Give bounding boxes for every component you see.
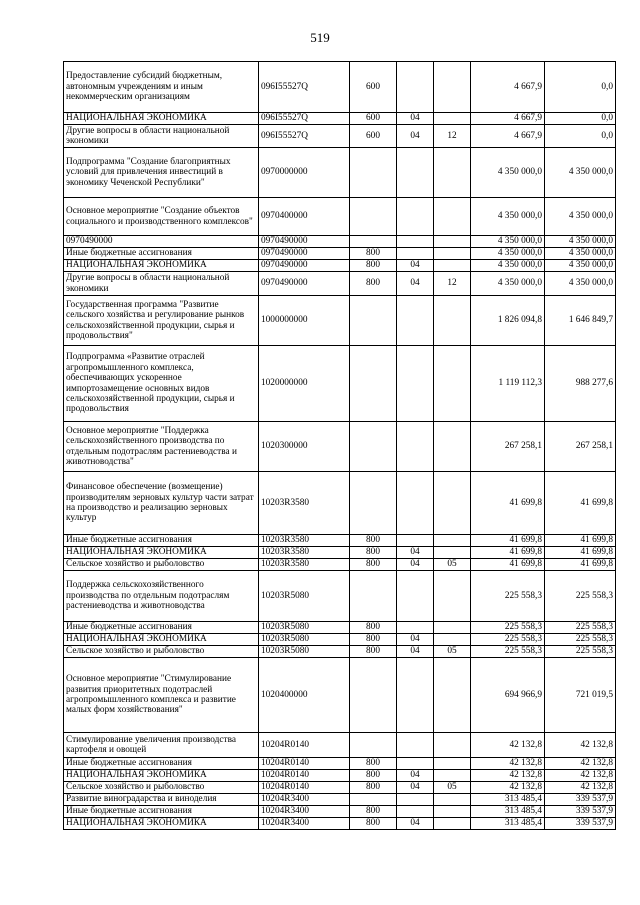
row-subsection-cell: 05 (434, 646, 471, 658)
row-name-cell: Иные бюджетные ассигнования (64, 622, 259, 634)
row-name-cell: Иные бюджетные ассигнования (64, 248, 259, 260)
row-name-cell: НАЦИОНАЛЬНАЯ ЭКОНОМИКА (64, 818, 259, 830)
row-amount-year2-cell: 0,0 (545, 113, 616, 125)
row-expense-type-cell: 800 (350, 272, 397, 296)
row-subsection-cell (434, 806, 471, 818)
row-expense-type-cell (350, 472, 397, 535)
row-amount-year1-cell: 225 558,3 (471, 646, 545, 658)
row-code-cell: 0970490000 (259, 272, 350, 296)
row-amount-year2-cell: 721 019,5 (545, 658, 616, 733)
row-amount-year1-cell: 4 667,9 (471, 125, 545, 148)
row-section-cell: 04 (397, 547, 434, 559)
table-row (64, 148, 616, 198)
row-name-cell: НАЦИОНАЛЬНАЯ ЭКОНОМИКА (64, 770, 259, 782)
row-expense-type-cell: 800 (350, 782, 397, 794)
row-code-cell: 0970400000 (259, 198, 350, 236)
page-number: 519 (310, 30, 330, 45)
row-amount-year2-cell: 42 132,8 (545, 733, 616, 758)
row-amount-year1-cell: 42 132,8 (471, 770, 545, 782)
row-amount-year2-cell: 0,0 (545, 62, 616, 113)
row-amount-year1-cell: 313 485,4 (471, 818, 545, 830)
row-subsection-cell (434, 62, 471, 113)
row-amount-year1-cell: 41 699,8 (471, 472, 545, 535)
row-amount-year2-cell: 4 350 000,0 (545, 198, 616, 236)
row-name-cell: НАЦИОНАЛЬНАЯ ЭКОНОМИКА (64, 547, 259, 559)
row-code-cell: 10203R5080 (259, 634, 350, 646)
table-row (64, 272, 616, 296)
row-amount-year1-cell: 4 350 000,0 (471, 148, 545, 198)
row-amount-year1-cell: 694 966,9 (471, 658, 545, 733)
row-expense-type-cell: 600 (350, 62, 397, 113)
table-row (64, 113, 616, 125)
row-section-cell (397, 422, 434, 472)
row-code-cell: 10204R0140 (259, 733, 350, 758)
row-amount-year2-cell: 225 558,3 (545, 646, 616, 658)
table-row (64, 758, 616, 770)
row-expense-type-cell: 800 (350, 818, 397, 830)
row-section-cell (397, 658, 434, 733)
row-section-cell (397, 806, 434, 818)
row-section-cell: 04 (397, 634, 434, 646)
row-section-cell: 04 (397, 818, 434, 830)
row-amount-year2-cell: 41 699,8 (545, 559, 616, 571)
row-section-cell (397, 571, 434, 622)
row-amount-year1-cell: 41 699,8 (471, 535, 545, 547)
row-code-cell: 096I55527Q (259, 113, 350, 125)
row-subsection-cell (434, 770, 471, 782)
row-expense-type-cell (350, 571, 397, 622)
row-amount-year2-cell: 42 132,8 (545, 770, 616, 782)
table-row (64, 782, 616, 794)
row-section-cell (397, 236, 434, 248)
row-expense-type-cell: 600 (350, 113, 397, 125)
table-row (64, 472, 616, 535)
row-amount-year1-cell: 42 132,8 (471, 733, 545, 758)
row-amount-year2-cell: 1 646 849,7 (545, 296, 616, 346)
row-code-cell: 096I55527Q (259, 62, 350, 113)
row-section-cell: 04 (397, 113, 434, 125)
table-row (64, 733, 616, 758)
row-expense-type-cell: 600 (350, 125, 397, 148)
row-section-cell (397, 148, 434, 198)
row-expense-type-cell (350, 794, 397, 806)
row-section-cell: 04 (397, 272, 434, 296)
row-code-cell: 10203R3580 (259, 559, 350, 571)
row-name-cell: Подпрограмма «Развитие отраслей агропромышленного комплекса, обеспечивающих ускоренное импортозамещение основных видов сельскохозяйственной продукции, сырья и продовольствия (64, 346, 259, 422)
row-name-cell: 0970490000 (64, 236, 259, 248)
table-row (64, 571, 616, 622)
row-subsection-cell (434, 236, 471, 248)
table-row (64, 198, 616, 236)
row-amount-year1-cell: 225 558,3 (471, 622, 545, 634)
row-subsection-cell (434, 346, 471, 422)
row-amount-year2-cell: 988 277,6 (545, 346, 616, 422)
row-expense-type-cell (350, 236, 397, 248)
row-amount-year1-cell: 41 699,8 (471, 547, 545, 559)
row-amount-year2-cell: 267 258,1 (545, 422, 616, 472)
row-code-cell: 10204R0140 (259, 770, 350, 782)
row-expense-type-cell: 800 (350, 646, 397, 658)
row-expense-type-cell: 800 (350, 559, 397, 571)
budget-table-body (64, 62, 616, 830)
row-subsection-cell (434, 535, 471, 547)
row-section-cell: 04 (397, 770, 434, 782)
row-expense-type-cell (350, 733, 397, 758)
row-expense-type-cell: 800 (350, 248, 397, 260)
row-code-cell: 10203R5080 (259, 622, 350, 634)
table-row (64, 806, 616, 818)
row-amount-year1-cell: 4 667,9 (471, 113, 545, 125)
row-expense-type-cell (350, 422, 397, 472)
table-row (64, 622, 616, 634)
table-row (64, 658, 616, 733)
row-code-cell: 10204R3400 (259, 794, 350, 806)
table-row (64, 547, 616, 559)
row-expense-type-cell: 800 (350, 547, 397, 559)
table-row (64, 794, 616, 806)
row-subsection-cell (434, 113, 471, 125)
row-amount-year2-cell: 4 350 000,0 (545, 236, 616, 248)
row-name-cell: Сельское хозяйство и рыболовство (64, 782, 259, 794)
row-subsection-cell: 05 (434, 559, 471, 571)
row-amount-year2-cell: 4 350 000,0 (545, 272, 616, 296)
row-section-cell (397, 62, 434, 113)
row-subsection-cell (434, 634, 471, 646)
row-section-cell: 04 (397, 646, 434, 658)
row-amount-year2-cell: 339 537,9 (545, 806, 616, 818)
row-name-cell: Основное мероприятие "Стимулирование развития приоритетных подотраслей агропромышленного комплекса и развитие малых форм хозяйствования" (64, 658, 259, 733)
row-section-cell (397, 794, 434, 806)
row-name-cell: Подпрограмма "Создание благоприятных условий для привлечения инвестиций в экономику Чеченской Республики" (64, 148, 259, 198)
row-code-cell: 096I55527Q (259, 125, 350, 148)
row-amount-year2-cell: 41 699,8 (545, 535, 616, 547)
row-name-cell: НАЦИОНАЛЬНАЯ ЭКОНОМИКА (64, 260, 259, 272)
row-subsection-cell (434, 758, 471, 770)
row-amount-year2-cell: 42 132,8 (545, 782, 616, 794)
row-amount-year1-cell: 42 132,8 (471, 782, 545, 794)
row-name-cell: Финансовое обеспечение (возмещение) производителям зерновых культур части затрат на производство и реализацию зерновых культур (64, 472, 259, 535)
row-code-cell: 10203R5080 (259, 646, 350, 658)
table-row (64, 62, 616, 113)
row-section-cell: 04 (397, 260, 434, 272)
row-subsection-cell (434, 422, 471, 472)
row-code-cell: 0970490000 (259, 260, 350, 272)
row-amount-year1-cell: 1 119 112,3 (471, 346, 545, 422)
row-amount-year2-cell: 339 537,9 (545, 818, 616, 830)
row-expense-type-cell: 800 (350, 758, 397, 770)
row-code-cell: 1000000000 (259, 296, 350, 346)
row-expense-type-cell: 800 (350, 622, 397, 634)
row-expense-type-cell: 800 (350, 806, 397, 818)
row-expense-type-cell: 800 (350, 260, 397, 272)
table-row (64, 296, 616, 346)
row-name-cell: Другие вопросы в области национальной экономики (64, 272, 259, 296)
row-code-cell: 10204R3400 (259, 806, 350, 818)
row-section-cell (397, 758, 434, 770)
row-amount-year2-cell: 225 558,3 (545, 622, 616, 634)
row-subsection-cell: 05 (434, 782, 471, 794)
row-code-cell: 1020300000 (259, 422, 350, 472)
row-amount-year2-cell: 4 350 000,0 (545, 248, 616, 260)
row-subsection-cell (434, 472, 471, 535)
row-amount-year1-cell: 313 485,4 (471, 794, 545, 806)
row-code-cell: 10203R3580 (259, 472, 350, 535)
row-name-cell: Государственная программа "Развитие сельского хозяйства и регулирование рынков сельскохозяйственной продукции, сырья и продовольствия" (64, 296, 259, 346)
row-section-cell (397, 733, 434, 758)
row-subsection-cell (434, 818, 471, 830)
row-subsection-cell (434, 658, 471, 733)
row-name-cell: Сельское хозяйство и рыболовство (64, 559, 259, 571)
row-name-cell: Предоставление субсидий бюджетным, автономным учреждениям и иным некоммерческим организациям (64, 62, 259, 113)
row-subsection-cell (434, 198, 471, 236)
row-code-cell: 10203R3580 (259, 547, 350, 559)
row-amount-year1-cell: 41 699,8 (471, 559, 545, 571)
row-amount-year1-cell: 225 558,3 (471, 634, 545, 646)
row-code-cell: 10203R3580 (259, 535, 350, 547)
row-amount-year2-cell: 4 350 000,0 (545, 148, 616, 198)
row-amount-year1-cell: 42 132,8 (471, 758, 545, 770)
table-row (64, 236, 616, 248)
budget-table (63, 61, 616, 830)
row-name-cell: Другие вопросы в области национальной экономики (64, 125, 259, 148)
row-code-cell: 1020000000 (259, 346, 350, 422)
row-section-cell: 04 (397, 559, 434, 571)
table-row (64, 125, 616, 148)
row-expense-type-cell (350, 198, 397, 236)
row-subsection-cell (434, 296, 471, 346)
table-row (64, 535, 616, 547)
row-code-cell: 10204R3400 (259, 818, 350, 830)
row-amount-year1-cell: 267 258,1 (471, 422, 545, 472)
row-amount-year2-cell: 225 558,3 (545, 634, 616, 646)
row-amount-year1-cell: 225 558,3 (471, 571, 545, 622)
row-code-cell: 10204R0140 (259, 782, 350, 794)
row-name-cell: Иные бюджетные ассигнования (64, 806, 259, 818)
row-section-cell (397, 622, 434, 634)
row-name-cell: Иные бюджетные ассигнования (64, 535, 259, 547)
row-subsection-cell (434, 733, 471, 758)
row-section-cell: 04 (397, 125, 434, 148)
row-amount-year2-cell: 41 699,8 (545, 472, 616, 535)
row-code-cell: 10204R0140 (259, 758, 350, 770)
row-subsection-cell (434, 794, 471, 806)
row-code-cell: 0970490000 (259, 236, 350, 248)
row-section-cell (397, 535, 434, 547)
table-row (64, 770, 616, 782)
row-name-cell: НАЦИОНАЛЬНАЯ ЭКОНОМИКА (64, 113, 259, 125)
row-expense-type-cell (350, 148, 397, 198)
table-row (64, 248, 616, 260)
row-name-cell: Иные бюджетные ассигнования (64, 758, 259, 770)
row-amount-year1-cell: 4 350 000,0 (471, 248, 545, 260)
row-amount-year1-cell: 4 350 000,0 (471, 272, 545, 296)
row-amount-year2-cell: 42 132,8 (545, 758, 616, 770)
row-amount-year1-cell: 4 667,9 (471, 62, 545, 113)
row-amount-year2-cell: 41 699,8 (545, 547, 616, 559)
row-name-cell: Основное мероприятие "Создание объектов социального и производственного комплексов" (64, 198, 259, 236)
row-subsection-cell (434, 148, 471, 198)
row-name-cell: НАЦИОНАЛЬНАЯ ЭКОНОМИКА (64, 634, 259, 646)
row-subsection-cell: 12 (434, 272, 471, 296)
row-name-cell: Сельское хозяйство и рыболовство (64, 646, 259, 658)
row-section-cell (397, 472, 434, 535)
row-expense-type-cell: 800 (350, 535, 397, 547)
table-row (64, 646, 616, 658)
row-amount-year1-cell: 4 350 000,0 (471, 198, 545, 236)
row-name-cell: Поддержка сельскохозяйственного производства по отдельным подотраслям растениеводства и животноводства (64, 571, 259, 622)
row-section-cell: 04 (397, 782, 434, 794)
row-subsection-cell (434, 248, 471, 260)
row-amount-year2-cell: 0,0 (545, 125, 616, 148)
row-subsection-cell (434, 571, 471, 622)
row-expense-type-cell: 800 (350, 634, 397, 646)
table-row (64, 346, 616, 422)
row-subsection-cell: 12 (434, 125, 471, 148)
row-code-cell: 10203R5080 (259, 571, 350, 622)
row-amount-year2-cell: 339 537,9 (545, 794, 616, 806)
row-amount-year2-cell: 4 350 000,0 (545, 260, 616, 272)
row-subsection-cell (434, 547, 471, 559)
table-row (64, 260, 616, 272)
row-code-cell: 1020400000 (259, 658, 350, 733)
row-name-cell: Развитие виноградарства и виноделия (64, 794, 259, 806)
table-row (64, 559, 616, 571)
row-expense-type-cell (350, 658, 397, 733)
row-name-cell: Стимулирование увеличения производства картофеля и овощей (64, 733, 259, 758)
row-expense-type-cell: 800 (350, 770, 397, 782)
row-section-cell (397, 346, 434, 422)
row-amount-year1-cell: 1 826 094,8 (471, 296, 545, 346)
row-subsection-cell (434, 260, 471, 272)
row-subsection-cell (434, 622, 471, 634)
row-expense-type-cell (350, 296, 397, 346)
row-amount-year1-cell: 4 350 000,0 (471, 236, 545, 248)
row-code-cell: 0970000000 (259, 148, 350, 198)
row-name-cell: Основное мероприятие "Поддержка сельскохозяйственного производства по отдельным подотраслям растениеводства и животноводства" (64, 422, 259, 472)
row-expense-type-cell (350, 346, 397, 422)
row-amount-year1-cell: 4 350 000,0 (471, 260, 545, 272)
row-section-cell (397, 198, 434, 236)
row-amount-year2-cell: 225 558,3 (545, 571, 616, 622)
table-row (64, 422, 616, 472)
row-amount-year1-cell: 313 485,4 (471, 806, 545, 818)
row-section-cell (397, 296, 434, 346)
table-row (64, 818, 616, 830)
table-row (64, 634, 616, 646)
row-section-cell (397, 248, 434, 260)
row-code-cell: 0970490000 (259, 248, 350, 260)
